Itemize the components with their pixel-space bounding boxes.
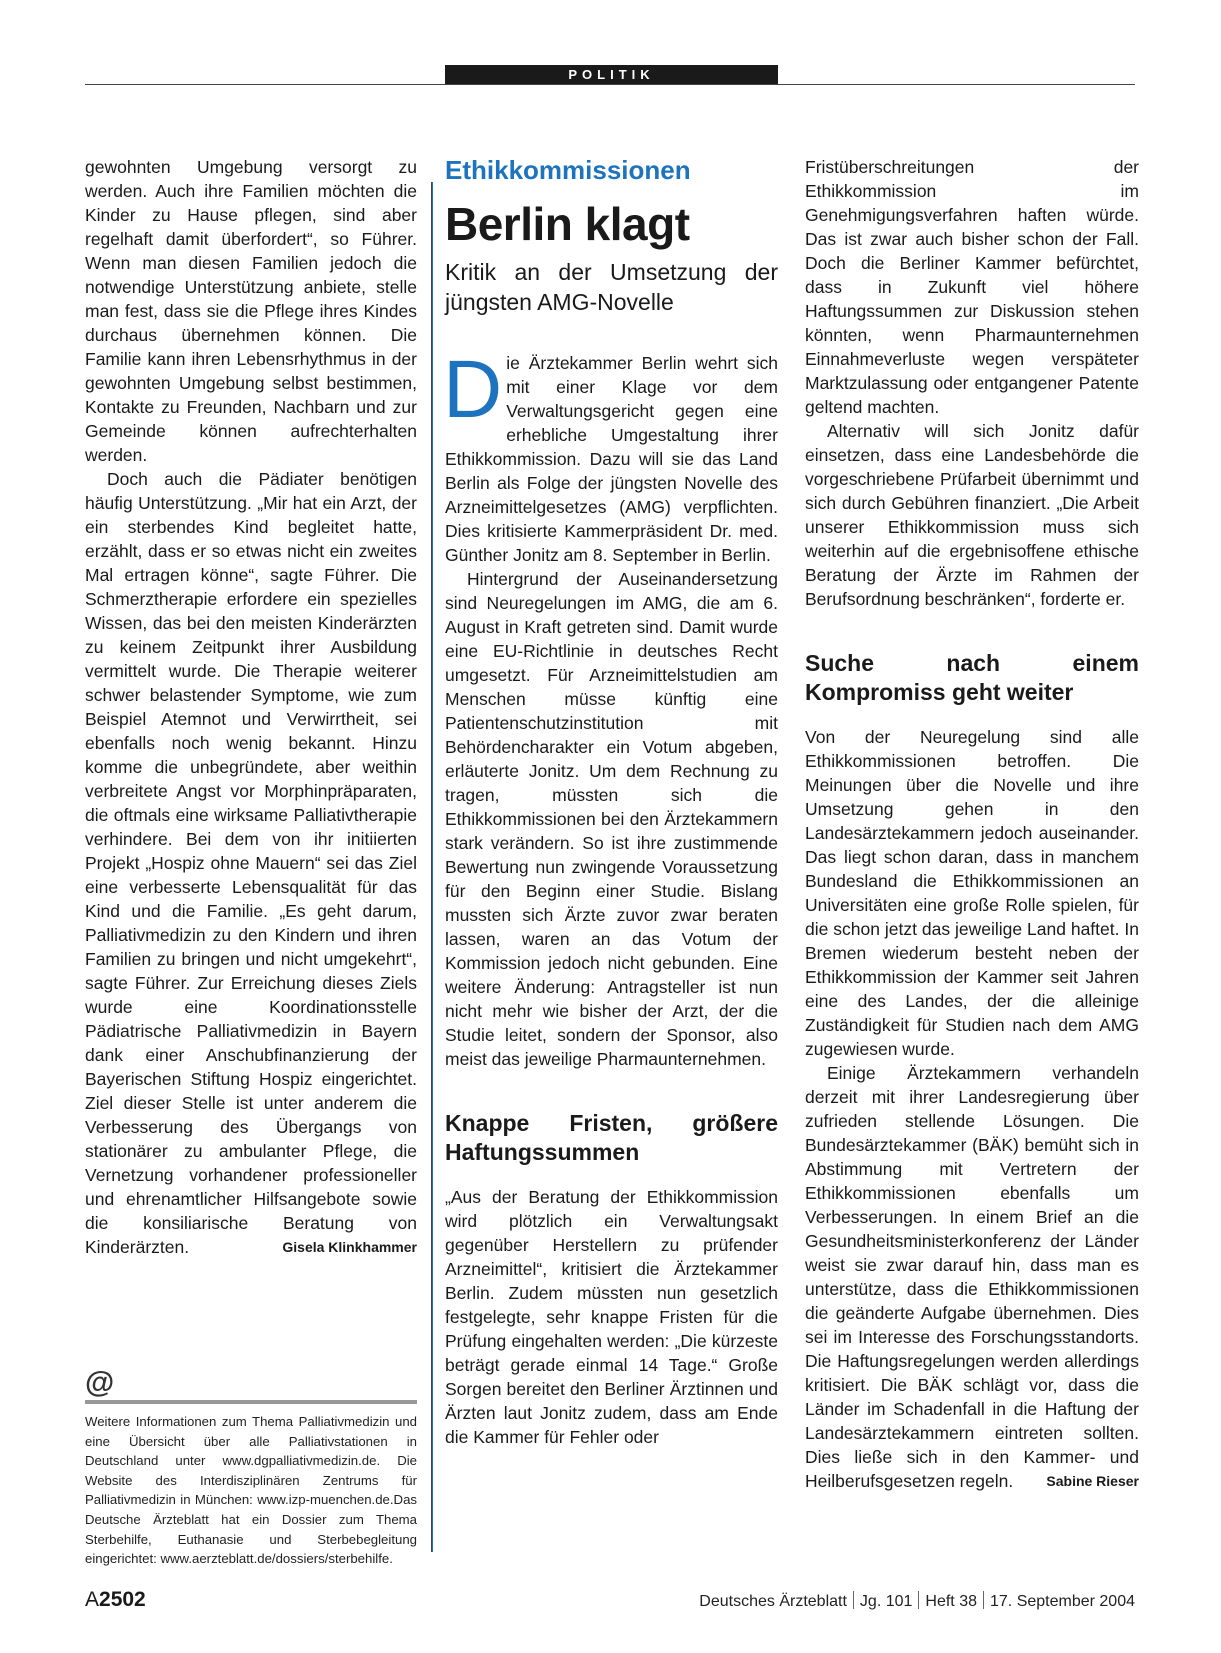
at-icon: @ — [85, 1366, 115, 1399]
drop-cap: D — [443, 344, 503, 435]
author-name: Gisela Klinkhammer — [282, 1239, 417, 1255]
section-label: POLITIK — [445, 65, 778, 85]
issue: Heft 38 — [925, 1593, 977, 1610]
paragraph: Von der Neuregelung sind alle Ethikkommissionen betroffen. Die Meinungen über die Novelle und ihre Umsetzung gehen in den Landesärztekammern jedoch auseinander. Das liegt schon daran, dass in manchem Bundesland die Ethikkommissionen an Universitäten eine große Rolle spielen, für die schon jetzt das jeweilige Land haftet. In Bremen wiederum besteht neben der Ethikkommission der Kammer seit Jahren eine des Landes, der die alleinige Zuständigkeit für Studien nach dem AMG zugewiesen wurde. — [805, 727, 1139, 1059]
author-name: Sabine Rieser — [1046, 1473, 1139, 1489]
paragraph: Einige Ärztekammern verhandeln derzeit mit ihrer Landesregierung über zufrieden stellende Lösungen. Die Bundesärztekammer (BÄK) bemüht sich in Abstimmung mit Vertretern der Ethikkommissionen ebenfalls um Verbesserungen. In einem Brief an die Gesundheitsministerkonferenz der Länder weist sie zwar darauf hin, dass man es unterstütze, dass die Ethikkommissionen die geänderte Aufgabe übernehmen. Dies sei im Interesse des Forschungsstandorts. Die Haftungsregelungen werden allerdings kritisiert. Die BÄK schlägt vor, dass die Länder im Schadenfall in die Haftung der Landesärztekammern eintreten sollten. Dies ließe sich in den Kammer- und Heilberufsgesetzen regeln. Sabine Rieser — [805, 1063, 1139, 1491]
issue-date: 17. September 2004 — [990, 1593, 1135, 1610]
column-left — [85, 155, 417, 1259]
journal-name: Deutsches Ärzteblatt — [699, 1593, 847, 1610]
volume: Jg. 101 — [859, 1593, 913, 1610]
paragraph: Alternativ will sich Jonitz dafür einsetzen, dass eine Landesbehörde die vorgeschriebene Prüfarbeit übernimmt und sich durch Gebühren finanziert. „Die Arbeit unserer Ethikkommission muss sich weiterhin auf die ergebnisoffene ethische Beratung der Ärzte im Rahmen der Berufsordnung beschränken“, forderte er. — [805, 421, 1139, 609]
subheading: Knappe Fristen, größere Haftungssummen — [445, 1110, 778, 1165]
paragraph: Doch auch die Pädiater benötigen häufig Unterstützung. „Mir hat ein Arzt, der ein sterbendes Kind begleitet hatte, erzählt, dass er so etwas nicht ein zweites Mal ertragen könne“, sagte Führer. Die Schmerztherapie erfordere ein spezielles Wissen, das bei den meisten Kinderärzten zu keinem Zeitpunkt ihrer Ausbildung vermittelt wurde. Die Therapie weiterer schwer belastender Symptome, wie zum Beispiel Atemnot und Verwirrtheit, sei ebenfalls noch wenig bekannt. Hinzu komme die unbegründete, aber weithin verbreitete Angst vor Morphinpräparaten, die oftmals eine wirksame Palliativtherapie verhindere. Bei dem von ihr initiierten Projekt „Hospiz ohne Mauern“ sei das Ziel eine verbesserte Lebensqualität für das Kind und die Familie. „Es geht darum, Palliativmedizin zu den Kindern und ihren Familien zu bringen und nicht umgekehrt“, sagte Führer. Zur Erreichung dieses Ziels wurde eine Koordinationsstelle Pädiatrische Palliativmedizin in Bayern dank einer Anschubfinanzierung der Bayerischen Stiftung Hospiz eingerichtet. Ziel dieser Stelle ist unter anderem die Verbesserung des Übergangs von stationärer zu ambulanter Pflege, die Vernetzung vorhandener professioneller und ehrenamtlicher Hilfsangebote sowie die konsiliarische Beratung von Kinderärzten. Gisela Klinkhammer — [85, 469, 417, 1257]
paragraph: Hintergrund der Auseinandersetzung sind Neuregelungen im AMG, die am 6. August in Kraft getreten sind. Damit wurde eine EU-Richtlinie in deutsches Recht umgesetzt. Für Arzneimittelstudien am Menschen müsse künftig eine Patientenschutzinstitution mit Behördencharakter ein Votum abgeben, erläuterte Jonitz. Um dem Rechnung zu tragen, müssten sich die Ethikkommissionen bei den Ärztekammern stark verändern. So ist ihre zustimmende Bewertung nun zwingende Voraussetzung für den Beginn einer Studie. Bislang mussten sich Ärzte zuvor zwar beraten lassen, waren an das Votum der Kommission jedoch nicht gebunden. Eine weitere Änderung: Antragsteller ist nun nicht mehr wie bisher der Arzt, der die Studie leitet, sondern der Sponsor, also meist das jeweilige Pharmaunternehmen. — [445, 569, 778, 1069]
article-kicker: Ethikkommissionen — [445, 155, 691, 185]
subheading: Suche nach einem Kompromiss geht weiter — [805, 650, 1139, 705]
info-box — [85, 1368, 417, 1569]
paragraph: „Aus der Beratung der Ethikkommission wird plötzlich ein Verwaltungsakt gegenüber Herstellern zu prüfender Arzneimittel“, kritisiert die Ärztekammer Berlin. Zudem müssten nun gesetzlich festgelegte, sehr knappe Fristen für die Prüfung eingehalten werden: „Die kürzeste beträgt gerade einmal 14 Tage.“ Große Sorgen bereitet den Berliner Ärztinnen und Ärzten laut Jonitz zudem, dass am Ende die Kammer für Fehler oder — [445, 1187, 778, 1447]
info-box-text: Weitere Informationen zum Thema Palliativmedizin und eine Übersicht über alle Palliativstationen in Deutschland unter www.dgpalliativmedizin.de. Die Website des Interdisziplinären Zentrums für Palliativmedizin in München: www.izp-muenchen.de.Das Deutsche Ärzteblatt hat ein Dossier zum Thema Sterbehilfe, Euthanasie und Sterbebegleitung eingerichtet: www.aerzteblatt.de/dossiers/sterbehilfe. — [85, 1414, 417, 1567]
footer-citation — [699, 1591, 1135, 1611]
article-deck: Kritik an der Umsetzung der jüngsten AMG-Novelle — [445, 259, 778, 315]
page-number: A2502 — [85, 1588, 146, 1611]
lead-paragraph: Die Ärztekammer Berlin wehrt sich mit einer Klage vor dem Verwaltungsgericht gegen eine erhebliche Umgestaltung ihrer Ethikkommission. Dazu will sie das Land Berlin als Folge der jüngsten Novelle des Arzneimittelgesetzes (AMG) verpflichten. Dies kritisierte Kammerpräsident Dr. med. Günther Jonitz am 8. September in Berlin. — [443, 344, 778, 565]
article-accent-rule — [432, 182, 433, 1552]
info-box-rule — [85, 1400, 417, 1404]
header-rule — [85, 84, 1135, 85]
column-right — [805, 155, 1139, 1493]
paragraph: Fristüberschreitungen der Ethikkommission im Genehmigungsverfahren haften würde. Das ist zwar auch bisher schon der Fall. Doch die Berliner Kammer befürchtet, dass in Zukunft viel höhere Haftungssummen zur Diskussion stehen könnten, wenn Pharmaunternehmen Einnahmeverluste wegen verspäteter Marktzulassung oder entgangener Patente geltend machten. — [805, 157, 1139, 417]
column-middle — [445, 155, 778, 1449]
article-headline: Berlin klagt — [445, 198, 690, 250]
paragraph: gewohnten Umgebung versorgt zu werden. Auch ihre Familien möchten die Kinder zu Hause pflegen, sind aber regelhaft damit überfordert“, so Führer. Wenn man diesen Familien jedoch die notwendige Unterstützung anbiete, stelle man fest, dass sie die Pflege ihres Kindes durchaus übernehmen können. Die Familie kann ihren Lebensrhythmus in der gewohnten Umgebung selbst bestimmen, Kontakte zu Freunden, Nachbarn und zur Gemeinde können aufrechterhalten werden. — [85, 157, 417, 465]
